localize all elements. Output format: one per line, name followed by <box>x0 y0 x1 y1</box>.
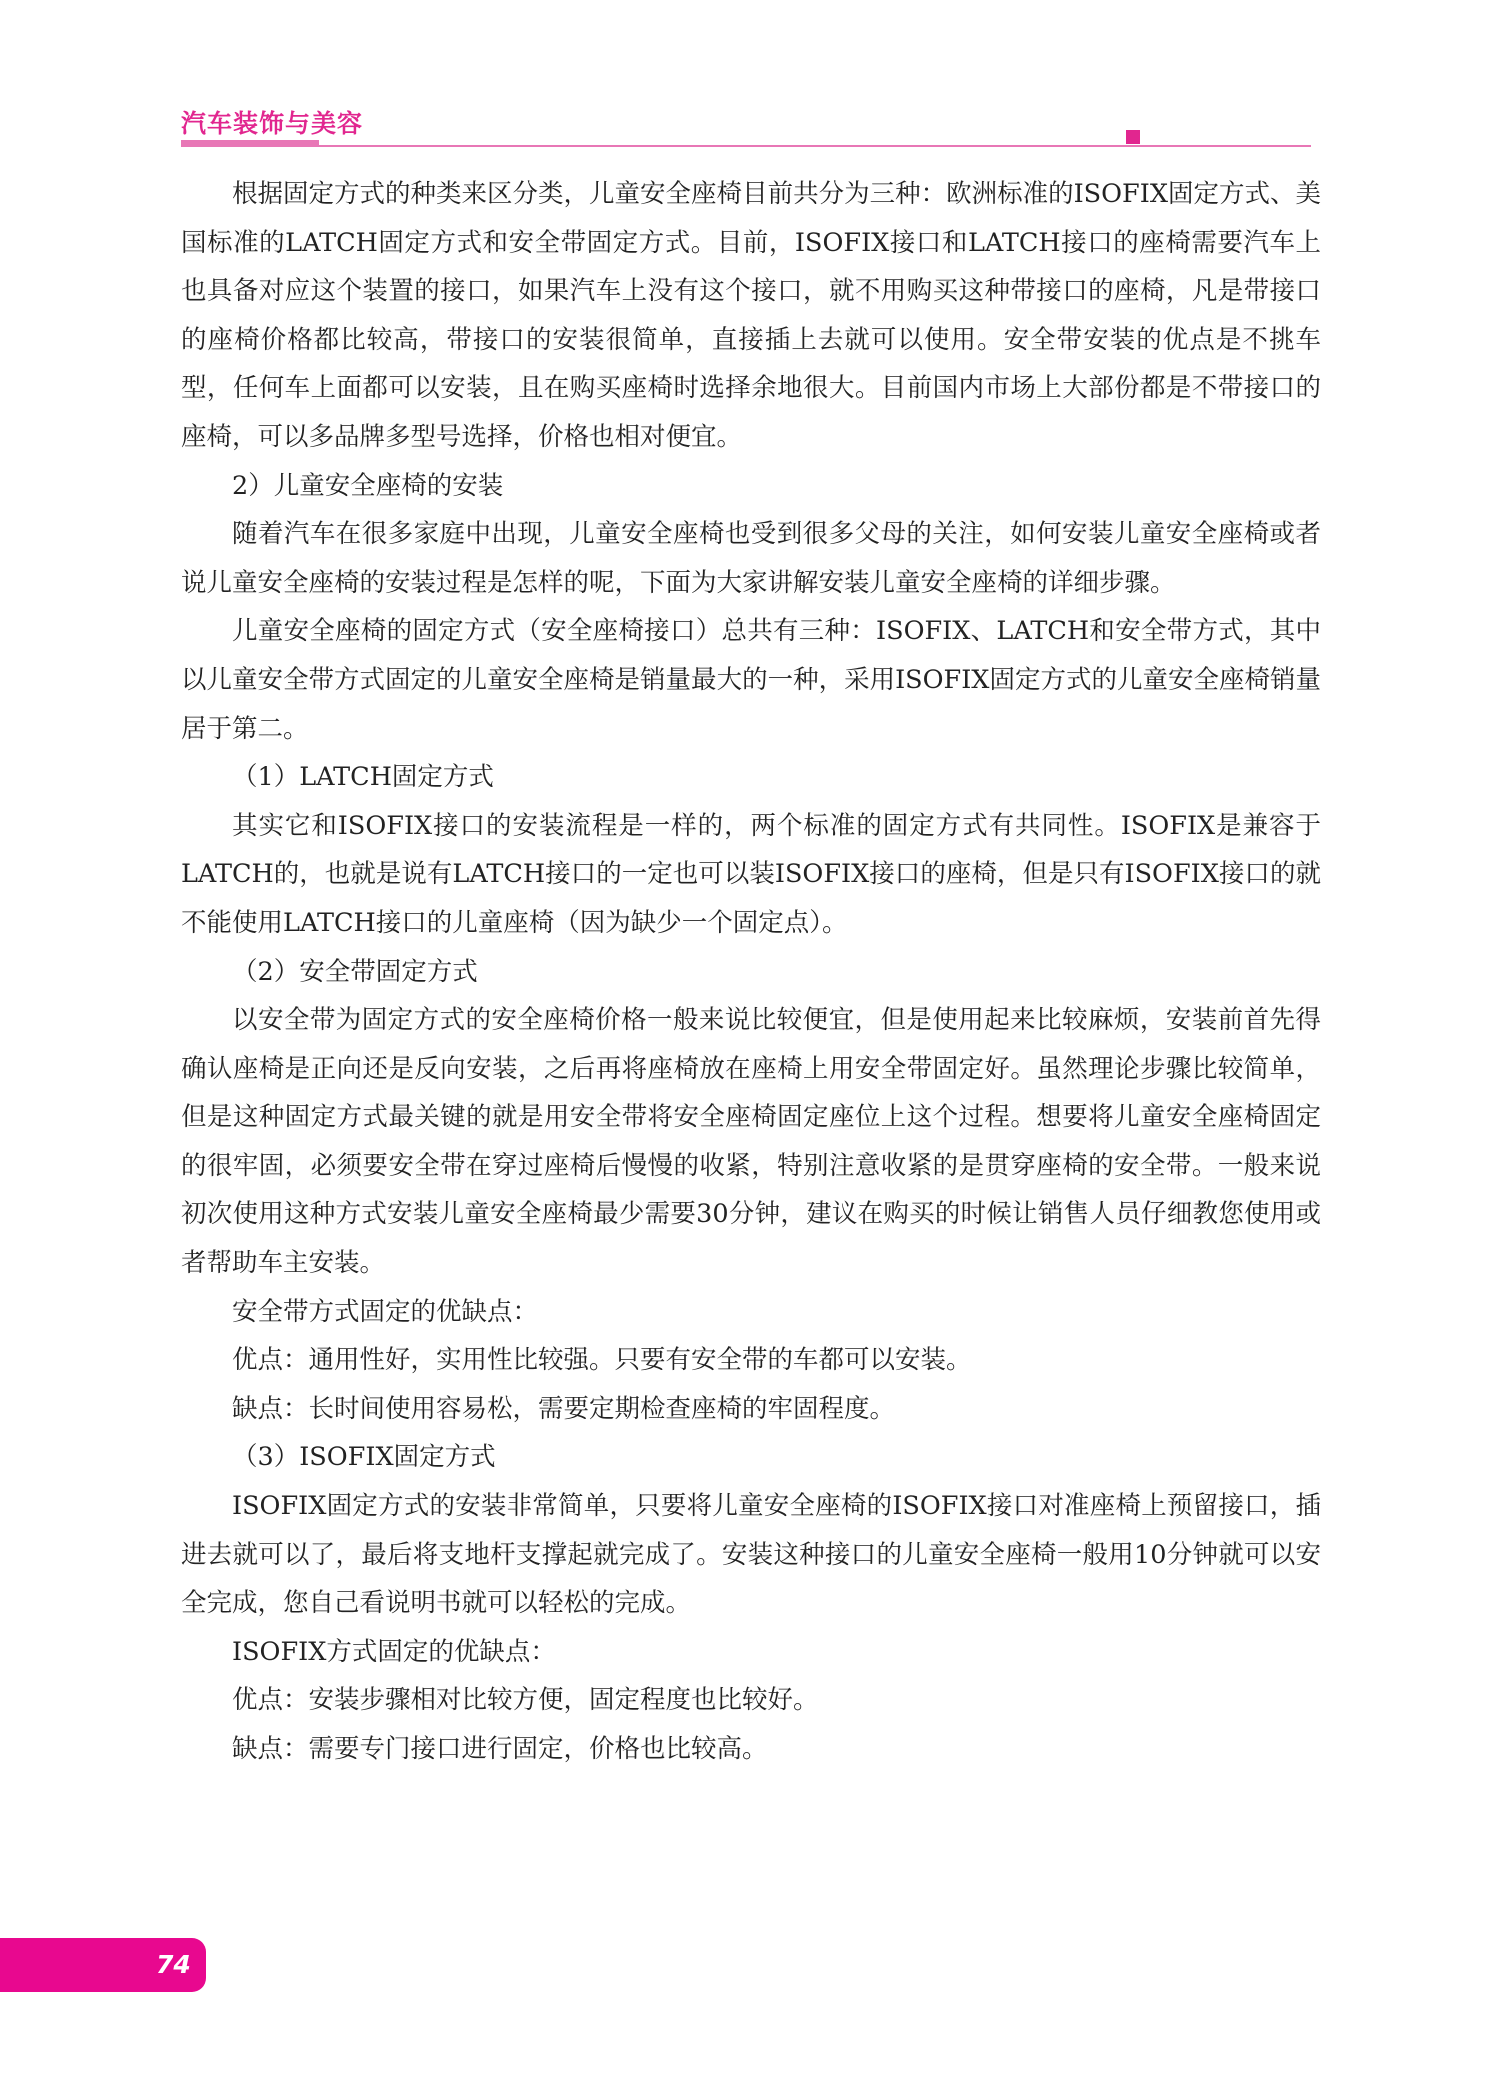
page-number: 74 <box>156 1950 191 1979</box>
header-square-marker <box>1126 130 1140 144</box>
paragraph-seatbelt: 以安全带为固定方式的安全座椅价格一般来说比较便宜，但是使用起来比较麻烦，安装前首先得确认座椅是正向还是反向安装，之后再将座椅放在座椅上用安全带固定好。虽然理论步骤比较简单，但是这种固定方式最关键的就是用安全带将安全座椅固定座位上这个过程。想要将儿童安全座椅固定的很牢固，必须要安全带在穿过座椅后慢慢的收紧，特别注意收紧的是贯穿座椅的安全带。一般来说初次使用这种方式安装儿童安全座椅最少需要30分钟，建议在购买的时候让销售人员仔细教您使用或者帮助车主安装。 <box>181 1005 1321 1279</box>
seatbelt-cons: 缺点：长时间使用容易松，需要定期检查座椅的牢固程度。 <box>232 1393 896 1424</box>
header-title: 汽车装饰与美容 <box>181 109 364 138</box>
paragraph-installation-intro: 随着汽车在很多家庭中出现，儿童安全座椅也受到很多父母的关注，如何安装儿童安全座椅或者说儿童安全座椅的安装过程是怎样的呢，下面为大家讲解安装儿童安全座椅的详细步骤。 <box>181 519 1321 598</box>
paragraph-fixing-methods: 儿童安全座椅的固定方式（安全座椅接口）总共有三种：ISOFIX、LATCH和安全带方式，其中以儿童安全带方式固定的儿童安全座椅是销量最大的一种，采用ISOFIX固定方式的儿童安全座椅销量居于第二。 <box>181 616 1321 744</box>
page-number-tab <box>0 1938 206 1992</box>
isofix-pros-cons-title: ISOFIX方式固定的优缺点： <box>232 1636 556 1667</box>
body-text <box>181 170 1321 1774</box>
subheading-latch: （1）LATCH固定方式 <box>232 762 494 793</box>
paragraph-isofix: ISOFIX固定方式的安装非常简单，只要将儿童安全座椅的ISOFIX接口对准座椅上预留接口，插进去就可以了，最后将支地杆支撑起就完成了。安装这种接口的儿童安全座椅一般用10分钟就可以安全完成，您自己看说明书就可以轻松的完成。 <box>181 1491 1321 1619</box>
seatbelt-pros: 优点：通用性好，实用性比较强。只要有安全带的车都可以安装。 <box>232 1345 972 1376</box>
running-header <box>181 104 1321 144</box>
seatbelt-pros-cons-title: 安全带方式固定的优缺点： <box>232 1296 539 1327</box>
paragraph-intro: 根据固定方式的种类来区分类，儿童安全座椅目前共分为三种：欧洲标准的ISOFIX固定方式、美国标准的LATCH固定方式和安全带固定方式。目前，ISOFIX接口和LATCH接口的座椅需要汽车上也具备对应这个装置的接口，如果汽车上没有这个接口，就不用购买这种带接口的座椅，凡是带接口的座椅价格都比较高，带接口的安装很简单，直接插上去就可以使用。安全带安装的优点是不挑车型，任何车上面都可以安装，且在购买座椅时选择余地很大。目前国内市场上大部份都是不带接口的座椅，可以多品牌多型号选择，价格也相对便宜。 <box>181 179 1321 452</box>
section-heading-installation: 2）儿童安全座椅的安装 <box>232 470 504 501</box>
header-rule <box>181 145 1311 147</box>
isofix-cons: 缺点：需要专门接口进行固定，价格也比较高。 <box>232 1734 768 1764</box>
isofix-pros: 优点：安装步骤相对比较方便，固定程度也比较好。 <box>232 1685 819 1716</box>
subheading-seatbelt: （2）安全带固定方式 <box>232 956 478 987</box>
subheading-isofix: （3）ISOFIX固定方式 <box>232 1442 496 1473</box>
paragraph-latch: 其实它和ISOFIX接口的安装流程是一样的，两个标准的固定方式有共同性。ISOFIX是兼容于LATCH的，也就是说有LATCH接口的一定也可以装ISOFIX接口的座椅，但是只有ISOFIX接口的就不能使用LATCH接口的儿童座椅（因为缺少一个固定点）。 <box>181 810 1321 938</box>
